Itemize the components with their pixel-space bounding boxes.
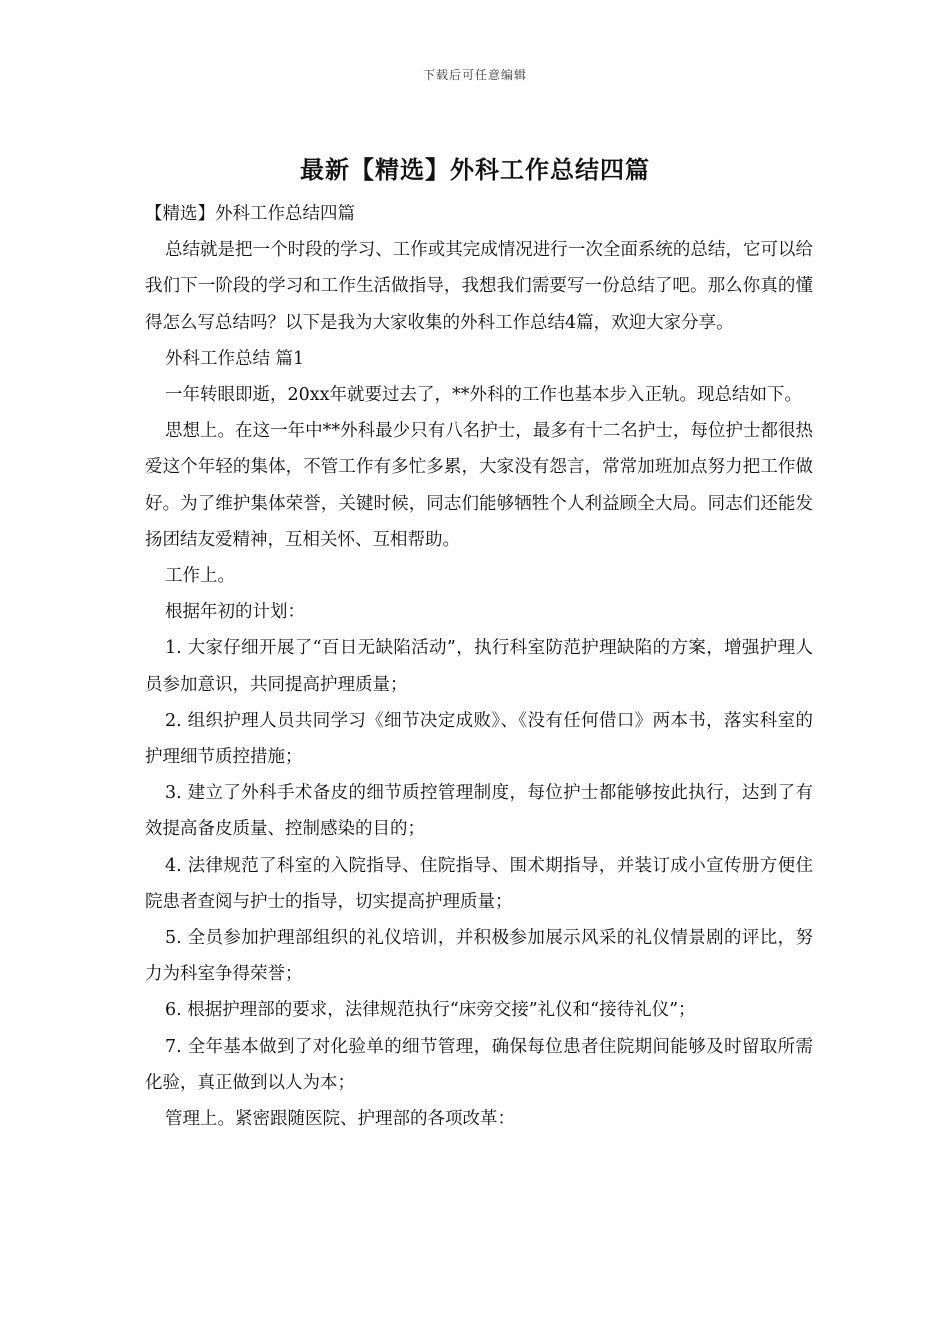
list-item: 7. 全年基本做到了对化验单的细节管理，确保每位患者住院期间能够及时留取所需化验，真正做到以人为本； [145,1036,813,1093]
paragraph: 总结就是把一个时段的学习、工作或其完成情况进行一次全面系统的总结，它可以给我们下一阶段的学习和工作生活做指导，我想我们需要写一份总结了吧。那么你真的懂得怎么写总结吗？以下是我为大家收集的外科工作总结4篇，欢迎大家分享。 [145,240,813,333]
paragraph: 管理上。紧密跟随医院、护理部的各项改革： [165,1109,515,1130]
list-item: 3. 建立了外科手术备皮的细节质控管理制度，每位护士都能够按此执行，达到了有效提高备皮质量、控制感染的目的； [145,783,813,840]
document-title: 最新【精选】外科工作总结四篇 [300,156,650,184]
list-item: 5. 全员参加护理部组织的礼仪培训，并积极参加展示风采的礼仪情景剧的评比，努力为科室争得荣誉； [145,928,813,985]
list-item: 6. 根据护理部的要求，法律规范执行“床旁交接”礼仪和“接待礼仪”； [165,1000,696,1021]
list-item: 4. 法律规范了科室的入院指导、住院指导、围术期指导，并装订成小宣传册方便住院患者查阅与护士的指导，切实提高护理质量； [145,855,813,912]
section-heading: 外科工作总结 篇1 [165,348,305,369]
paragraph: 一年转眼即逝，20xx年就要过去了，**外科的工作也基本步入正轨。现总结如下。 [165,385,803,406]
paragraph: 工作上。 [165,566,235,587]
paragraph: 【精选】外科工作总结四篇 [145,204,355,224]
header-note: 下载后可任意编辑 [422,68,527,82]
list-item: 2. 组织护理人员共同学习《细节决定成败》、《没有任何借口》两本书，落实科室的护理细节质控措施； [145,710,813,768]
list-item: 1. 大家仔细开展了“百日无缺陷活动”，执行科室防范护理缺陷的方案，增强护理人员参加意识，共同提高护理质量； [145,638,813,695]
paragraph: 根据年初的计划： [165,602,305,623]
paragraph: 思想上。在这一年中**外科最少只有八名护士，最多有十二名护士，每位护士都很热爱这个年轻的集体，不管工作有多忙多累，大家没有怨言，常常加班加点努力把工作做好。为了维护集体荣誉，关键时候，同志们能够牺牲个人利益顾全大局。同志们还能发扬团结友爱精神，互相关怀、互相帮助。 [145,421,813,550]
document-body [145,196,813,1137]
